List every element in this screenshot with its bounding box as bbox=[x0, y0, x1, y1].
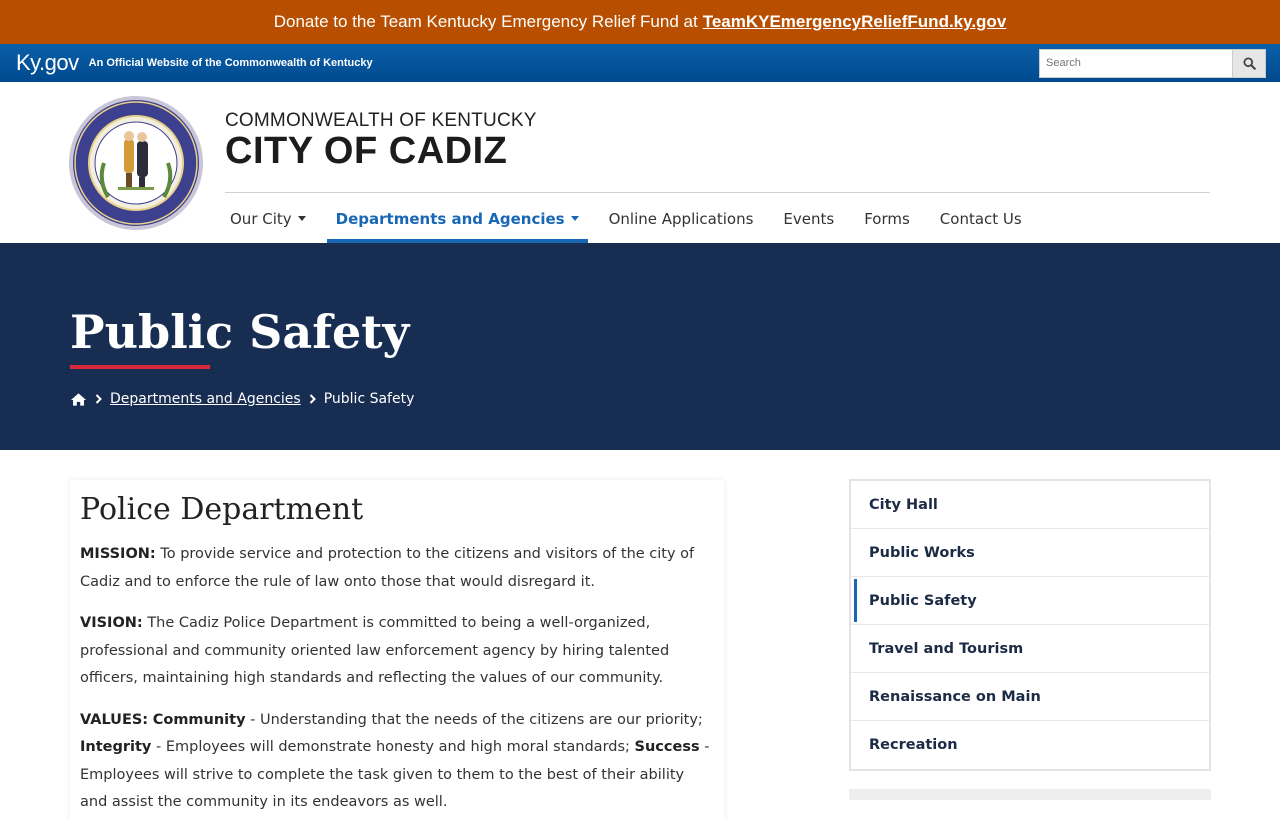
value-community: Community bbox=[152, 711, 246, 728]
kygov-logo[interactable]: Ky.gov bbox=[16, 50, 79, 75]
title-underline bbox=[70, 365, 210, 369]
content-title: Police Department bbox=[80, 492, 364, 527]
caret-down-icon bbox=[571, 216, 579, 221]
nav-item-forms[interactable] bbox=[851, 194, 923, 243]
header-divider bbox=[225, 192, 1210, 193]
search-icon bbox=[1243, 57, 1256, 70]
sidebar-item-travel-tourism[interactable] bbox=[851, 625, 1209, 673]
values-paragraph bbox=[80, 707, 714, 817]
chevron-right-icon bbox=[309, 394, 316, 404]
nav-item-events[interactable] bbox=[770, 194, 847, 243]
donate-banner bbox=[0, 0, 1280, 44]
value-integrity-text: - Employees will demonstrate honesty and high moral standards; bbox=[151, 739, 635, 755]
nav-item-label: Online Applications bbox=[608, 209, 754, 228]
vision-label: VISION: bbox=[80, 615, 143, 631]
sidebar-item-public-safety[interactable] bbox=[851, 577, 1209, 625]
nav-item-label: Events bbox=[783, 209, 835, 228]
breadcrumb-link-departments[interactable]: Departments and Agencies bbox=[110, 391, 301, 407]
sidebar-item-public-works[interactable] bbox=[851, 529, 1209, 577]
site-title[interactable]: CITY OF CADIZ bbox=[225, 130, 508, 172]
sidebar-item-recreation[interactable] bbox=[851, 721, 1209, 769]
search-input[interactable] bbox=[1039, 49, 1232, 78]
header-titles bbox=[225, 110, 537, 173]
nav-item-our-city[interactable] bbox=[217, 194, 319, 243]
breadcrumb bbox=[70, 391, 414, 407]
sidebar-nav bbox=[849, 479, 1211, 771]
value-success: Success bbox=[634, 739, 700, 755]
sidebar-item-label: Renaissance on Main bbox=[869, 688, 1041, 705]
sidebar-item-label: City Hall bbox=[869, 496, 938, 513]
search-form bbox=[1039, 49, 1266, 78]
main-nav bbox=[217, 194, 1039, 243]
page-title: Public Safety bbox=[70, 305, 410, 359]
sidebar-item-label: Public Safety bbox=[869, 592, 977, 609]
donate-link[interactable]: TeamKYEmergencyReliefFund.ky.gov bbox=[702, 12, 1007, 31]
kygov-bar bbox=[0, 44, 1280, 82]
site-supertitle: COMMONWEALTH OF KENTUCKY bbox=[225, 110, 537, 131]
mission-paragraph bbox=[80, 541, 714, 596]
vision-text: The Cadiz Police Department is committed to being a well-organized, professional and community oriented law enforcement agency by hiring talented officers, maintaining high standards and reflecting the values of our community. bbox=[80, 615, 670, 686]
sidebar-item-label: Travel and Tourism bbox=[869, 640, 1024, 657]
kygov-tagline: An Official Website of the Commonwealth of Kentucky bbox=[88, 57, 373, 69]
value-success-text: - Employees will strive to complete the task given to them to the best of their ability and assist the community in its endeavors as well. bbox=[80, 739, 710, 810]
home-icon[interactable] bbox=[70, 392, 87, 407]
kentucky-seal-icon[interactable] bbox=[68, 95, 204, 231]
donate-banner-text: Donate to the Team Kentucky Emergency Relief Fund at bbox=[273, 12, 698, 31]
nav-item-label: Departments and Agencies bbox=[335, 209, 565, 228]
page-hero bbox=[0, 243, 1280, 450]
breadcrumb-current: Public Safety bbox=[323, 391, 415, 407]
caret-down-icon bbox=[298, 216, 306, 221]
nav-item-label: Forms bbox=[864, 209, 910, 228]
chevron-right-icon bbox=[95, 394, 102, 404]
value-integrity: Integrity bbox=[80, 739, 152, 755]
site-header bbox=[0, 82, 1280, 243]
sidebar-item-renaissance-on-main[interactable] bbox=[851, 673, 1209, 721]
nav-item-contact-us[interactable] bbox=[927, 194, 1035, 243]
nav-item-online-applications[interactable] bbox=[596, 194, 767, 243]
mission-label: MISSION: bbox=[80, 546, 156, 562]
value-community-text: - Understanding that the needs of the citizens are our priority; bbox=[245, 711, 703, 728]
nav-item-label: Our City bbox=[230, 209, 292, 228]
nav-item-departments[interactable] bbox=[323, 194, 592, 243]
content-card bbox=[70, 480, 724, 820]
sidebar-item-label: Public Works bbox=[869, 544, 975, 561]
sidebar-item-city-hall[interactable] bbox=[851, 481, 1209, 529]
values-label: VALUES: bbox=[80, 711, 149, 728]
nav-item-label: Contact Us bbox=[939, 209, 1022, 228]
sidebar-secondary-panel bbox=[849, 789, 1211, 800]
vision-paragraph bbox=[80, 610, 714, 693]
search-button[interactable] bbox=[1232, 49, 1266, 78]
mission-text: To provide service and protection to the citizens and visitors of the city of Cadiz and to enforce the rule of law onto those that would disregard it. bbox=[80, 546, 695, 590]
sidebar-item-label: Recreation bbox=[869, 737, 958, 753]
